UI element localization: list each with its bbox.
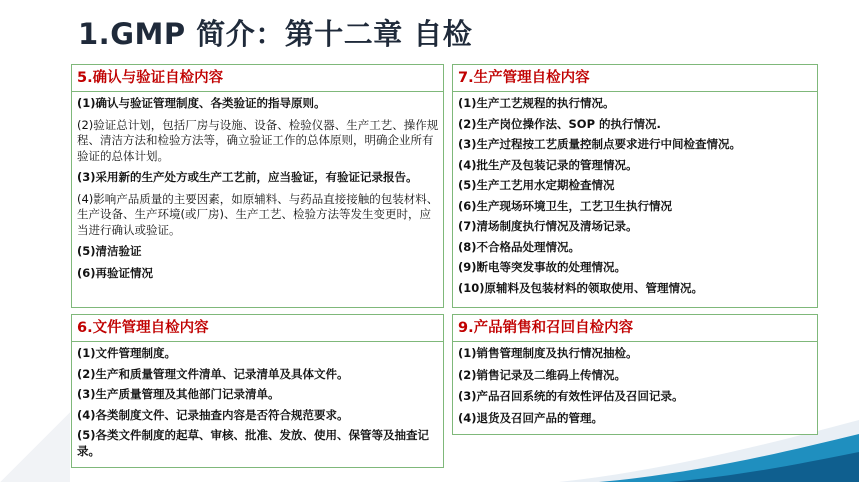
list-item: (5)生产工艺用水定期检查情况 (458, 178, 615, 192)
list-item: (10)原辅料及包装材料的领取使用、管理情况。 (458, 280, 704, 295)
list-item: (3)生产过程按工艺质量控制点要求进行中间检查情况。 (458, 137, 742, 151)
panel-validation (71, 64, 444, 308)
list-item: (1)生产工艺规程的执行情况。 (458, 96, 615, 110)
panel-sales-recall (452, 314, 818, 435)
list-item: (4)各类制度文件、记录抽查内容是否符合规范要求。 (77, 407, 349, 422)
list-item: (1)确认与验证管理制度、各类验证的指导原则。 (77, 96, 326, 110)
list-item: (2)生产岗位操作法、SOP 的执行情况. (458, 116, 661, 131)
list-item: (6)再验证情况 (77, 265, 154, 280)
list-item: (8)不合格品处理情况。 (458, 239, 581, 254)
panel-heading: 6.文件管理自检内容 (72, 315, 443, 342)
panel-documents (71, 314, 444, 468)
page-title: 1.GMP 简介：第十二章 自检 (78, 17, 473, 51)
panel-heading: 9.产品销售和召回自检内容 (453, 315, 817, 342)
corner-decoration (0, 412, 70, 482)
list-item: (3)生产质量管理及其他部门记录清单。 (77, 387, 280, 401)
panel-heading: 7.生产管理自检内容 (453, 65, 817, 92)
list-item: (5)各类文件制度的起草、审核、批准、发放、使用、保管等及抽查记录。 (77, 428, 430, 458)
list-item: (3)产品召回系统的有效性评估及召回记录。 (458, 389, 684, 403)
list-item: (2)生产和质量管理文件清单、记录清单及具体文件。 (77, 366, 349, 381)
list-item: (2)销售记录及二维码上传情况。 (458, 367, 627, 382)
panel-production (452, 64, 818, 308)
list-item: (7)清场制度执行情况及清场记录。 (458, 219, 638, 233)
list-item: (1)销售管理制度及执行情况抽检。 (458, 346, 638, 360)
list-item: (2)验证总计划，包括厂房与设施、设备、检验仪器、生产工艺、操作规程、清洁方法和检验方法等，确立验证工作的总体原则，明确企业所有验证的总体计划。 (77, 117, 439, 163)
list-item: (5)清洁验证 (77, 244, 142, 258)
list-item: (1)文件管理制度。 (77, 346, 177, 360)
list-item: (9)断电等突发事故的处理情况。 (458, 260, 627, 274)
list-item: (4)影响产品质量的主要因素，如原辅料、与药品直接接触的包装材料、生产设备、生产环境(或厂房)、生产工艺、检验方法等发生变更时，应当进行确认或验证。 (77, 191, 439, 237)
list-item: (4)退货及召回产品的管理。 (458, 410, 604, 425)
list-item: (4)批生产及包装记录的管理情况。 (458, 157, 638, 172)
list-item: (3)采用新的生产处方或生产工艺前，应当验证，有验证记录报告。 (77, 170, 418, 184)
list-item: (6)生产现场环境卫生，工艺卫生执行情况 (458, 198, 673, 213)
panel-heading: 5.确认与验证自检内容 (72, 65, 443, 92)
